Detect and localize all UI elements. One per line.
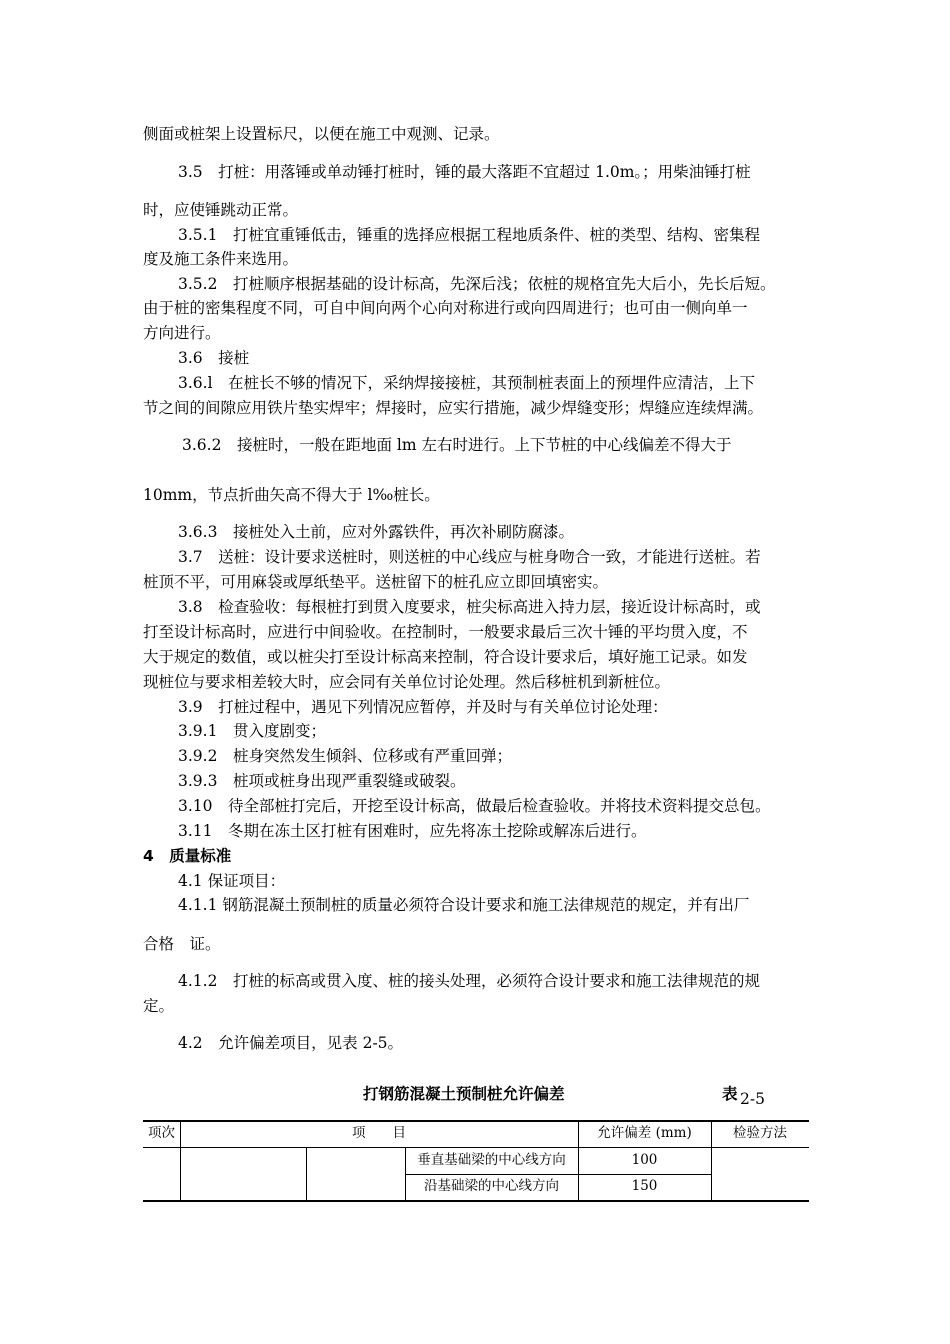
paragraph-line: 侧面或桩架上设置标尺，以便在施工中观测、记录。: [143, 125, 500, 143]
table-rule: [306, 1147, 307, 1200]
table-label-number: 2-5: [740, 1090, 765, 1108]
paragraph-line: 10mm，节点折曲矢高不得大于 l‰桩长。: [143, 486, 440, 504]
table-row-value: 100: [631, 1152, 658, 1168]
table-rule: [405, 1174, 711, 1175]
paragraph-line: 3.8 检查验收：每根桩打到贯入度要求，桩尖标高进入持力层，接近设计标高时，或: [178, 598, 761, 616]
paragraph-line: 桩顶不平，可用麻袋或厚纸垫平。送桩留下的桩孔应立即回填密实。: [143, 573, 609, 591]
table-rule: [143, 1120, 809, 1122]
paragraph-line: 打至设计标高时，应进行中间验收。在控制时，一般要求最后三次十锤的平均贯入度，不: [143, 623, 748, 641]
table-rule: [143, 1200, 809, 1202]
paragraph-line: 3.9.1 贯入度剧变；: [178, 722, 326, 740]
paragraph-line: 3.9.3 桩项或桩身出现严重裂缝或破裂。: [178, 772, 466, 790]
paragraph-line: 3.6.2 接桩时，一般在距地面 lm 左右时进行。上下节桩的中心线偏差不得大于: [182, 436, 732, 454]
paragraph-line: 3.7 送桩：设计要求送桩时，则送桩的中心线应与桩身吻合一致，才能进行送桩。若: [178, 548, 761, 566]
paragraph-line: 合格 证。: [143, 935, 221, 953]
paragraph-line: 3.10 待全部桩打完后，开挖至设计标高，做最后检查验收。并将技术资料提交总包。: [178, 797, 771, 815]
paragraph-line: 3.6.l 在桩长不够的情况下，采纳焊接接桩，其预制桩表面上的预埋件应清洁，上下: [178, 374, 756, 392]
paragraph-line: 由于桩的密集程度不同，可自中间向两个心向对称进行或向四周进行；也可由一侧向单一: [143, 299, 748, 317]
paragraph-line: 现桩位与要求相差较大时，应会同有关单位讨论处理。然后移桩机到新桩位。: [143, 673, 671, 691]
table-title: 打钢筋混凝土预制桩允许偏差: [363, 1085, 565, 1103]
table-header-tolerance: 允许偏差 (mm): [597, 1125, 692, 1141]
paragraph-line: 大于规定的数值，或以桩尖打至设计标高来控制，符合设计要求后，填好施工记录。如发: [143, 648, 748, 666]
paragraph-line: 4.2 允许偏差项目，见表 2-5。: [178, 1034, 404, 1052]
table-row-item: 垂直基础梁的中心线方向: [417, 1152, 566, 1168]
paragraph-line: 定。: [143, 997, 175, 1015]
paragraph-line: 3.5 打桩：用落锤或单动锤打桩时，锤的最大落距不宜超过 1.0m。；用柴油锤打桩: [178, 163, 751, 181]
table-label: 表: [722, 1085, 738, 1103]
table-row-value: 150: [631, 1178, 658, 1194]
table-header-method: 检验方法: [733, 1125, 787, 1141]
paragraph-line: 3.9 打桩过程中，遇见下列情况应暂停，并及时与有关单位讨论处理：: [178, 698, 668, 716]
paragraph-line: 4.1.1 钢筋混凝土预制桩的质量必须符合设计要求和施工法律规范的规定，并有出厂: [178, 896, 750, 914]
paragraph-line: 4.1.2 打桩的标高或贯入度、桩的接头处理，必须符合设计要求和施工法律规范的规: [178, 972, 760, 990]
section-heading: 3.6 接桩: [178, 349, 250, 367]
paragraph-line: 3.5.2 打桩顺序根据基础的设计标高，先深后浅；依桩的规格宜先大后小，先长后短。: [178, 275, 776, 293]
table-row-item: 沿基础梁的中心线方向: [424, 1178, 559, 1194]
table-header-index: 项次: [148, 1125, 175, 1141]
paragraph-line: 节之间的间隙应用铁片垫实焊牢；焊接时，应实行措施，减少焊缝变形；焊缝应连续焊满。: [143, 399, 764, 417]
tolerance-table: [143, 1120, 809, 1202]
paragraph-line: 3.9.2 桩身突然发生倾斜、位移或有严重回弹；: [178, 747, 512, 765]
paragraph-line: 时，应使锤跳动正常。: [143, 201, 299, 219]
paragraph-line: 方向进行。: [143, 324, 221, 342]
paragraph-line: 3.11 冬期在冻土区打桩有困难时，应先将冻土挖除或解冻后进行。: [178, 822, 647, 840]
paragraph-line: 度及施工条件来选用。: [143, 250, 299, 268]
table-header-item: 项 目: [352, 1125, 406, 1141]
paragraph-line: 3.6.3 接桩处入土前，应对外露铁件，再次补刷防腐漆。: [178, 523, 574, 541]
table-rule: [143, 1147, 809, 1148]
paragraph-line: 3.5.1 打桩宜重锤低击，锤重的选择应根据工程地质条件、桩的类型、结构、密集程: [178, 226, 760, 244]
paragraph-line: 4.1 保证项目：: [178, 872, 286, 890]
section-heading: 4 质量标准: [143, 847, 232, 865]
